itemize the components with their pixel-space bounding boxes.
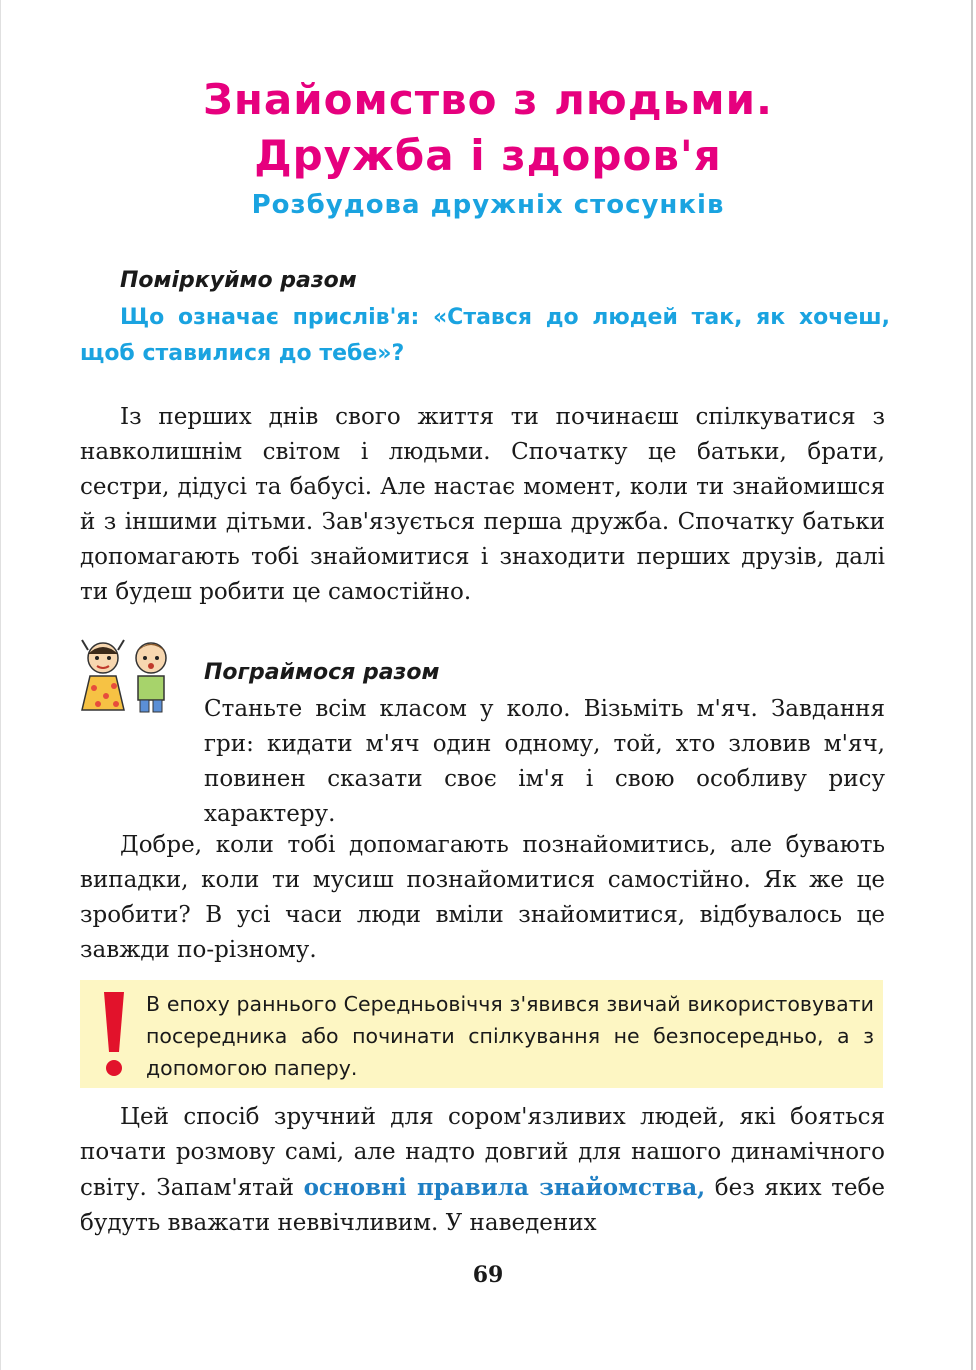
fact-note-box <box>80 980 883 1088</box>
play-section-text <box>80 692 885 832</box>
paragraph-rules-end: без яких тебе будуть вважати неввічливим. У наведених <box>80 1175 886 1236</box>
title-line-1: Знайомство з людьми. <box>203 75 773 124</box>
page-title <box>0 72 976 184</box>
fact-note-text: В епоху раннього Середньовіччя з'явився звичай використовувати посередника або починати спілкування не безпосередньо, а з допомогою паперу. <box>146 992 874 1080</box>
think-section-heading: Поміркуймо разом <box>120 268 357 293</box>
rules-highlight: основні правила знайомства, <box>303 1174 706 1201</box>
exclamation-mark-icon <box>94 988 134 1080</box>
paragraph-meeting: Добре, коли тобі допомагають познайомитись, але бувають випадки, коли ти мусиш познайомитися самостійно. Як же це зробити? В усі часи люди вміли знайомитися, відбувалось це завжди по-різному. <box>80 832 885 963</box>
play-section-heading: Пограймося разом <box>204 660 440 685</box>
think-section-question: Що означає прислів'я: «Стався до людей так, як хочеш, щоб ставилися до тебе»? <box>80 305 890 366</box>
page-subtitle: Розбудова дружніх стосунків <box>251 190 725 220</box>
play-section-text-content: Станьте всім класом у коло. Візьміть м'яч. Завдання гри: кидати м'яч один одному, той, хто зловив м'яч, повинен сказати своє ім'я і свою особливу рису характеру. <box>204 696 885 827</box>
page-number: 69 <box>472 1262 504 1288</box>
title-line-2: Дружба і здоров'я <box>254 131 722 180</box>
paragraph-intro: Із перших днів свого життя ти починаєш спілкуватися з навколишнім світом і людьми. Спочатку це батьки, брати, сестри, дідусі та бабусі. Але настає момент, коли ти знайомишся й з іншими дітьми. Зав'язується перша дружба. Спочатку батьки допомагають тобі знайомитися і знаходити перших друзів, далі ти будеш робити це самостійно. <box>80 404 885 605</box>
paragraph-rules-start: Цей спосіб зручний для сором'язливих людей, які бояться почати розмову самі, але надто довгий для нашого динамічного світу. Запам'ятай <box>80 1104 885 1201</box>
paragraph-rules <box>80 1100 885 1241</box>
